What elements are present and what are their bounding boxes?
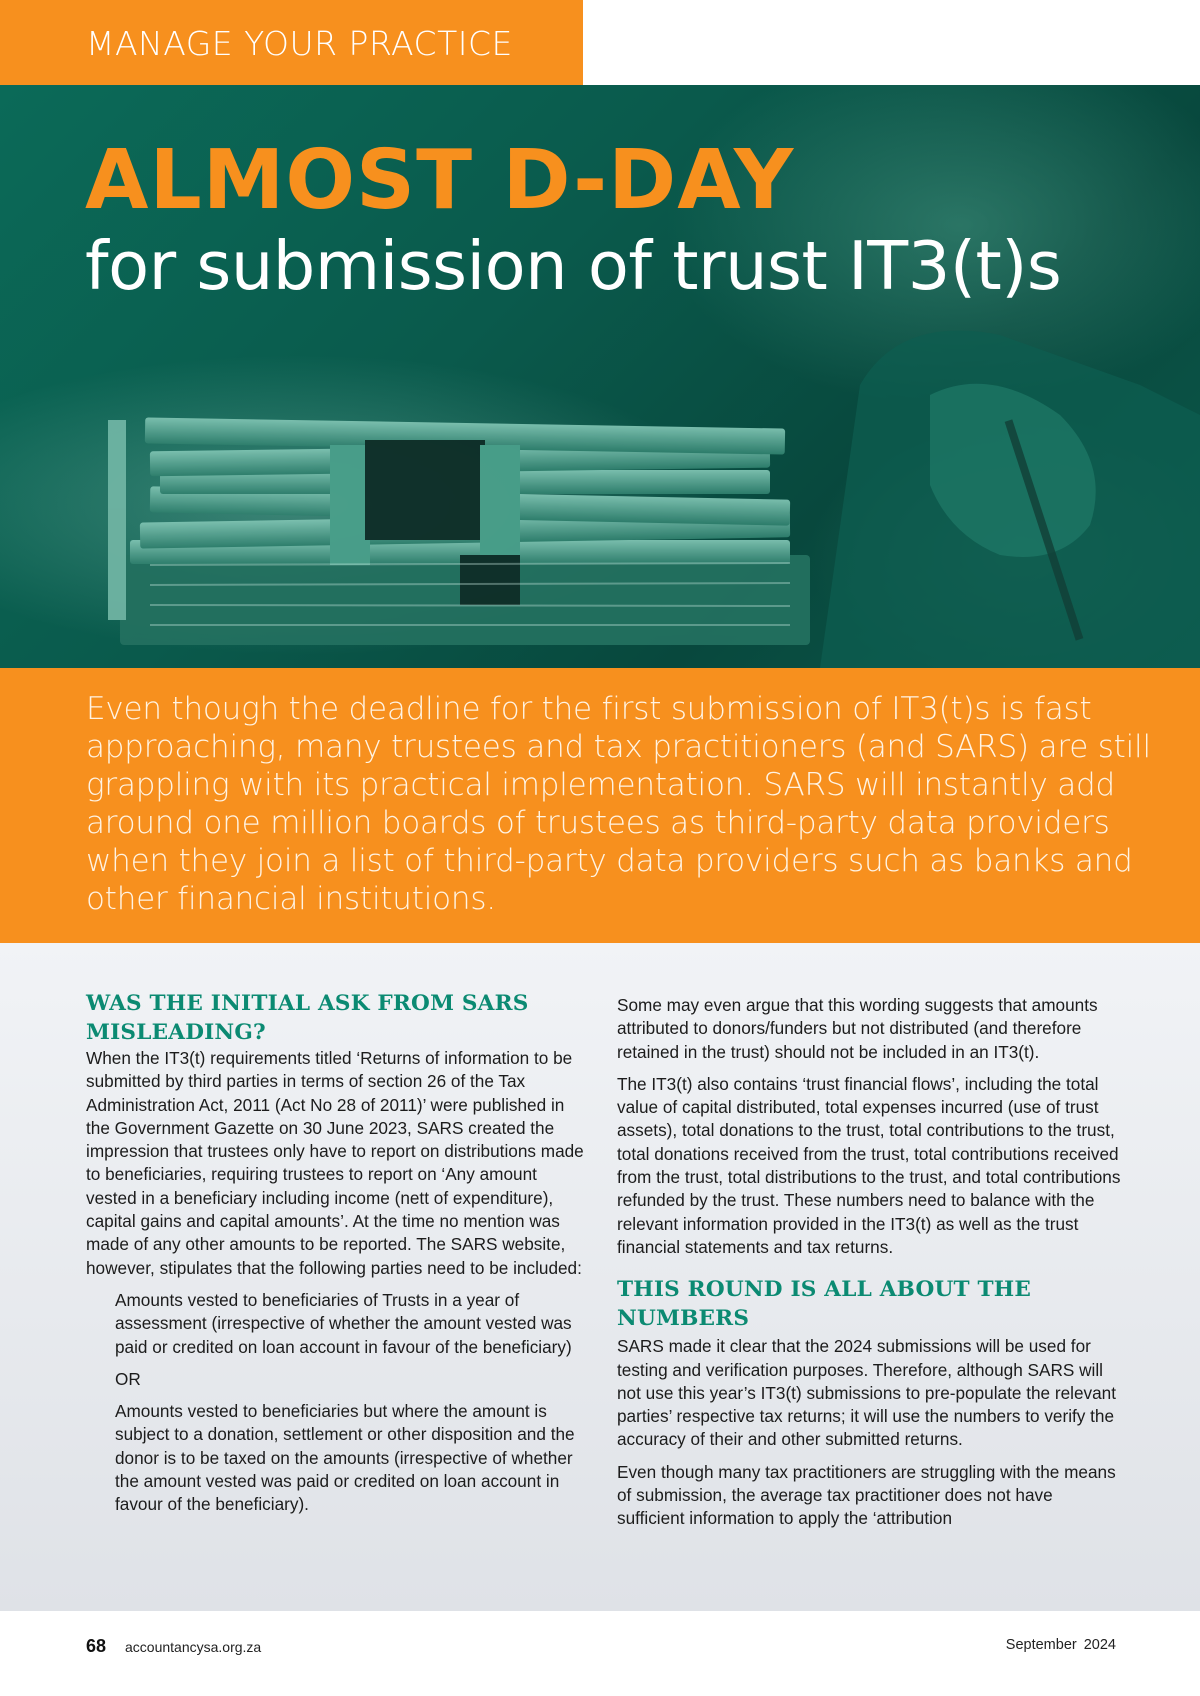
list-item: Amounts vested to beneficiaries of Trusts in a year of assessment (irrespective of whether the amount vested was paid or credited on loan account in favour of the beneficiary) xyxy=(115,1289,572,1357)
paragraph: Even though many tax practitioners are struggling with the means of submission, the average tax practitioner does not have sufficient information to apply the ‘attribution xyxy=(617,1461,1116,1529)
page-number: 68 xyxy=(86,1636,107,1656)
article-body xyxy=(0,943,1200,1611)
paragraph: Some may even argue that this wording suggests that amounts attributed to donors/funders but not distributed (and therefore retained in the trust) should not be included in an IT3(t). xyxy=(617,995,1098,1062)
intro-panel xyxy=(0,668,1200,943)
intro-text: Even though the deadline for the first submission of IT3(t)s is fast approaching, many trustees and tax practitioners (and SARS) are still grappling with its practical implementation. SARS will instantly add around one million boards of trustees as third-party data providers when they join a list of third-party data providers such as banks and other financial institutions. xyxy=(86,691,1151,917)
section-heading-numbers: THIS ROUND IS ALL ABOUT THE NUMBERS xyxy=(617,1277,1032,1332)
paragraph: When the IT3(t) requirements titled ‘Returns of information to be submitted by third parties in terms of section 26 of the Tax Administration Act, 2011 (Act No 28 of 2011)’ were published in the Government Gazette on 30 June 2023, SARS created the impression that trustees only have to report on distributions made to beneficiaries, requiring trustees to report on ‘Any amount vested in a beneficiary including income (nett of expenditure), capital gains and capital amounts’. At the time no mention was made of any other amounts to be reported. The SARS website, however, stipulates that the following parties need to be included: xyxy=(86,1048,584,1278)
left-column xyxy=(86,991,587,1526)
hero-banner xyxy=(0,85,1200,668)
headline-subtitle: for submission of trust IT3(t)s xyxy=(85,227,1062,305)
issue-date: September 2024 xyxy=(1005,1637,1116,1653)
paragraph: The IT3(t) also contains ‘trust financial flows’, including the total value of capital distributed, total expenses incurred (use of trust assets), total donations to the trust, total contributions to the trust, total donations received from the trust, total contributions received from the trust, total distributions to the trust, and total contributions refunded by the trust. These numbers need to balance with the relevant information provided in the IT3(t) as well as the trust financial statements and tax returns. xyxy=(617,1073,1121,1257)
page-footer xyxy=(0,1611,1200,1696)
or-separator: OR xyxy=(115,1368,141,1389)
right-column xyxy=(617,994,1122,1540)
paragraph: SARS made it clear that the 2024 submissions will be used for testing and verification purposes. Therefore, although SARS will not use this year’s IT3(t) submissions to pre-populate the relevant parties’ respective tax returns; it will use the numbers to verify the accuracy of their and other submitted returns. xyxy=(617,1336,1117,1450)
headline-main: ALMOST D-DAY xyxy=(85,133,795,228)
section-heading-misleading: WAS THE INITIAL ASK FROM SARS MISLEADING? xyxy=(86,991,529,1045)
section-label: MANAGE YOUR PRACTICE xyxy=(0,0,583,85)
website-link[interactable]: accountancysa.org.za xyxy=(125,1639,262,1655)
list-item: Amounts vested to beneficiaries but where the amount is subject to a donation, settlement or other disposition and the donor is to be taxed on the amounts (irrespective of whether the amount vested was paid or credited on loan account in favour of the beneficiary). xyxy=(115,1401,575,1515)
